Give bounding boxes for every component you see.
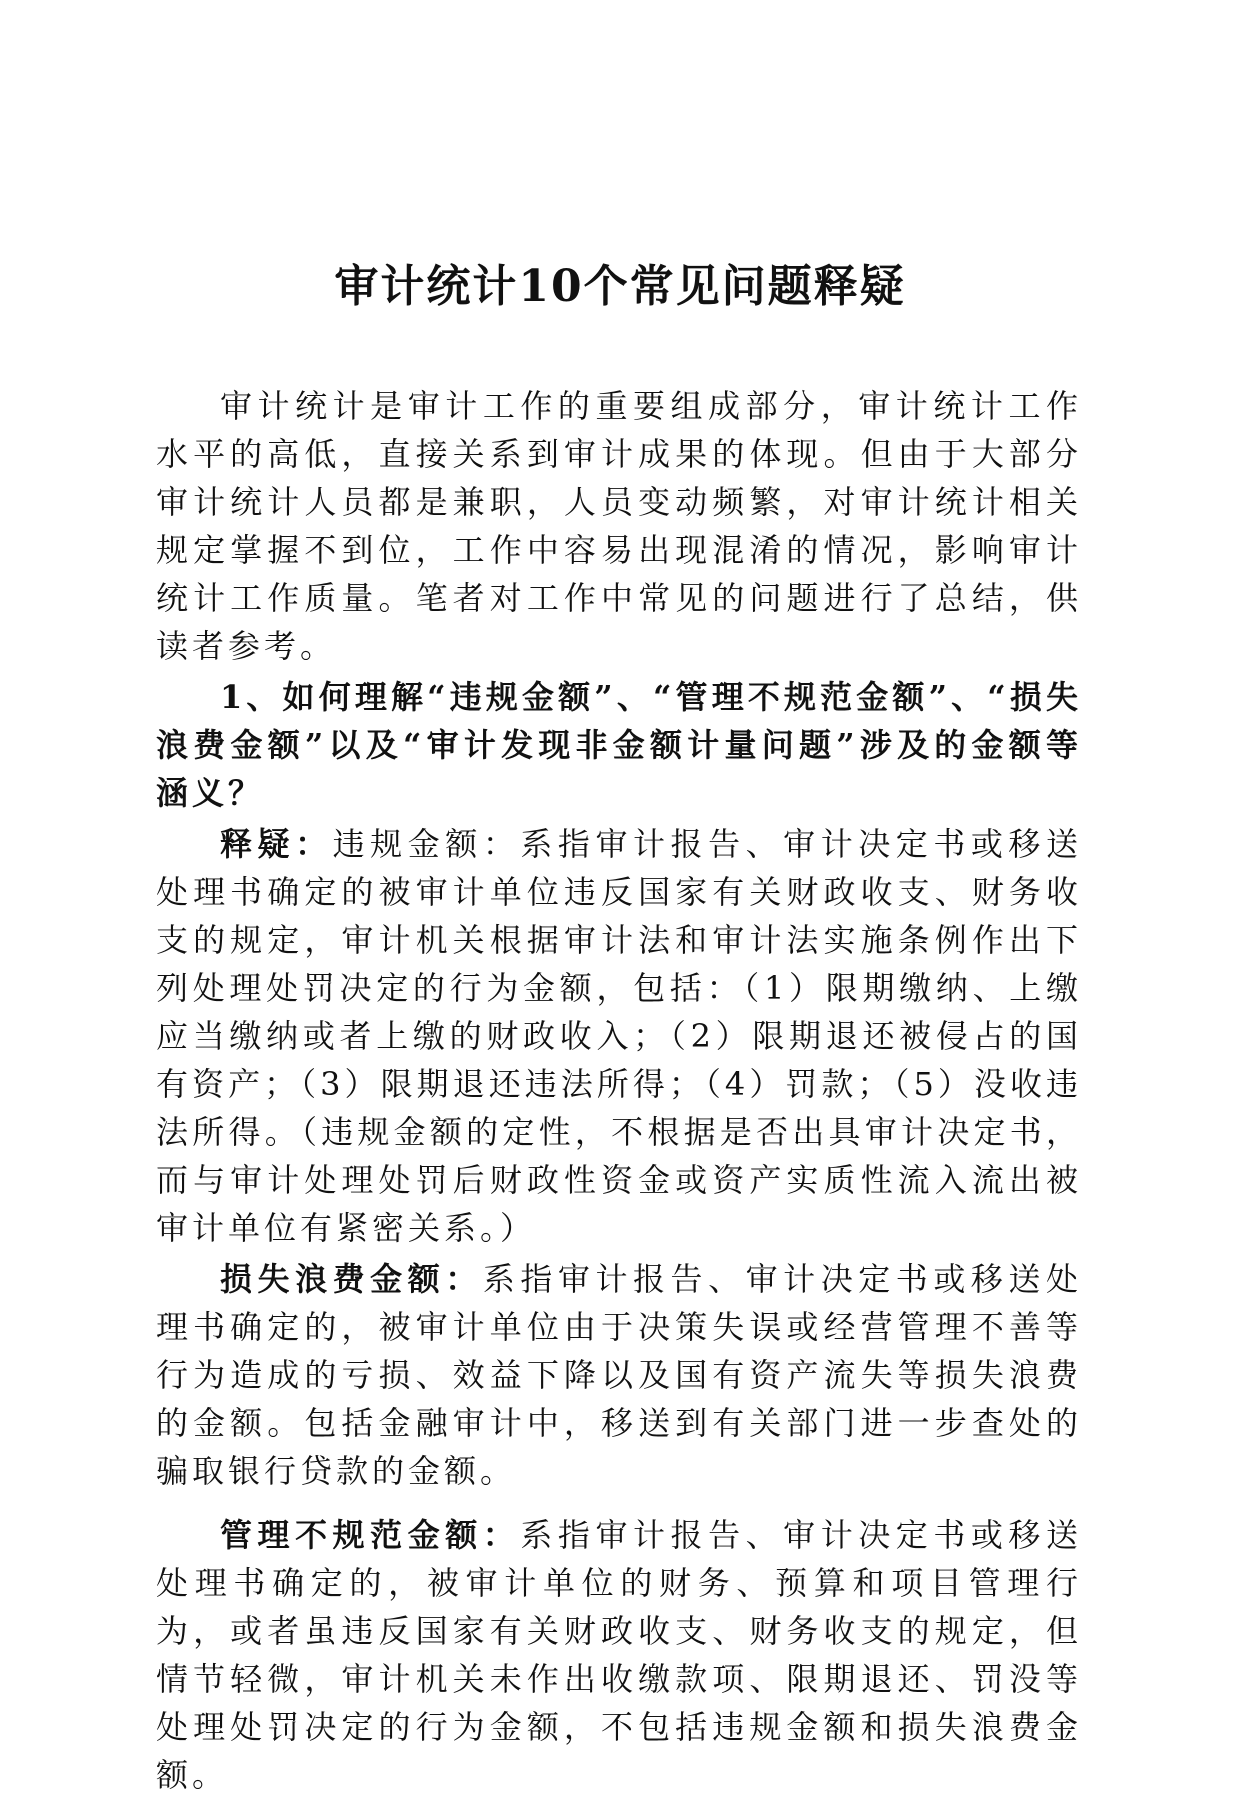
answer-1-label: 释疑： bbox=[220, 825, 333, 863]
answer-1-paragraph bbox=[156, 820, 1082, 1252]
loss-waste-definition bbox=[156, 1255, 1082, 1495]
irregular-management-text: 系指审计报告、审计决定书或移送处理书确定的，被审计单位的财务、预算和项目管理行为，或者虽违反国家有关财政收支、财务收支的规定，但情节轻微，审计机关未作出收缴款项、限期退还、罚没等处理处罚决定的行为金额，不包括违规金额和损失浪费金额。 bbox=[156, 1516, 1082, 1794]
irregular-management-definition bbox=[156, 1511, 1082, 1799]
document-title: 审计统计10个常见问题释疑 bbox=[334, 261, 906, 312]
irregular-management-label: 管理不规范金额： bbox=[220, 1516, 521, 1554]
loss-waste-label: 损失浪费金额： bbox=[220, 1260, 483, 1298]
loss-waste-text: 系指审计报告、审计决定书或移送处理书确定的，被审计单位由于决策失误或经营管理不善等行为造成的亏损、效益下降以及国有资产流失等损失浪费的金额。包括金融审计中，移送到有关部门进一步查处的骗取银行贷款的金额。 bbox=[156, 1260, 1082, 1490]
answer-1-text: 违规金额：系指审计报告、审计决定书或移送处理书确定的被审计单位违反国家有关财政收支、财务收支的规定，审计机关根据审计法和审计法实施条例作出下列处理处罚决定的行为金额，包括：（1）限期缴纳、上缴应当缴纳或者上缴的财政收入；（2）限期退还被侵占的国有资产；（3）限期退还违法所得；（4）罚款；（5）没收违法所得。（违规金额的定性，不根据是否出具审计决定书，而与审计处理处罚后财政性资金或资产实质性流入流出被审计单位有紧密关系。） bbox=[156, 825, 1082, 1247]
question-1-heading: 1、如何理解“违规金额”、“管理不规范金额”、“损失浪费金额”以及“审计发现非金额计量问题”涉及的金额等涵义？ bbox=[156, 678, 1082, 812]
intro-paragraph: 审计统计是审计工作的重要组成部分，审计统计工作水平的高低，直接关系到审计成果的体现。但由于大部分审计统计人员都是兼职，人员变动频繁，对审计统计相关规定掌握不到位，工作中容易出现混淆的情况，影响审计统计工作质量。笔者对工作中常见的问题进行了总结，供读者参考。 bbox=[156, 387, 1082, 665]
document-body bbox=[156, 382, 1082, 1799]
